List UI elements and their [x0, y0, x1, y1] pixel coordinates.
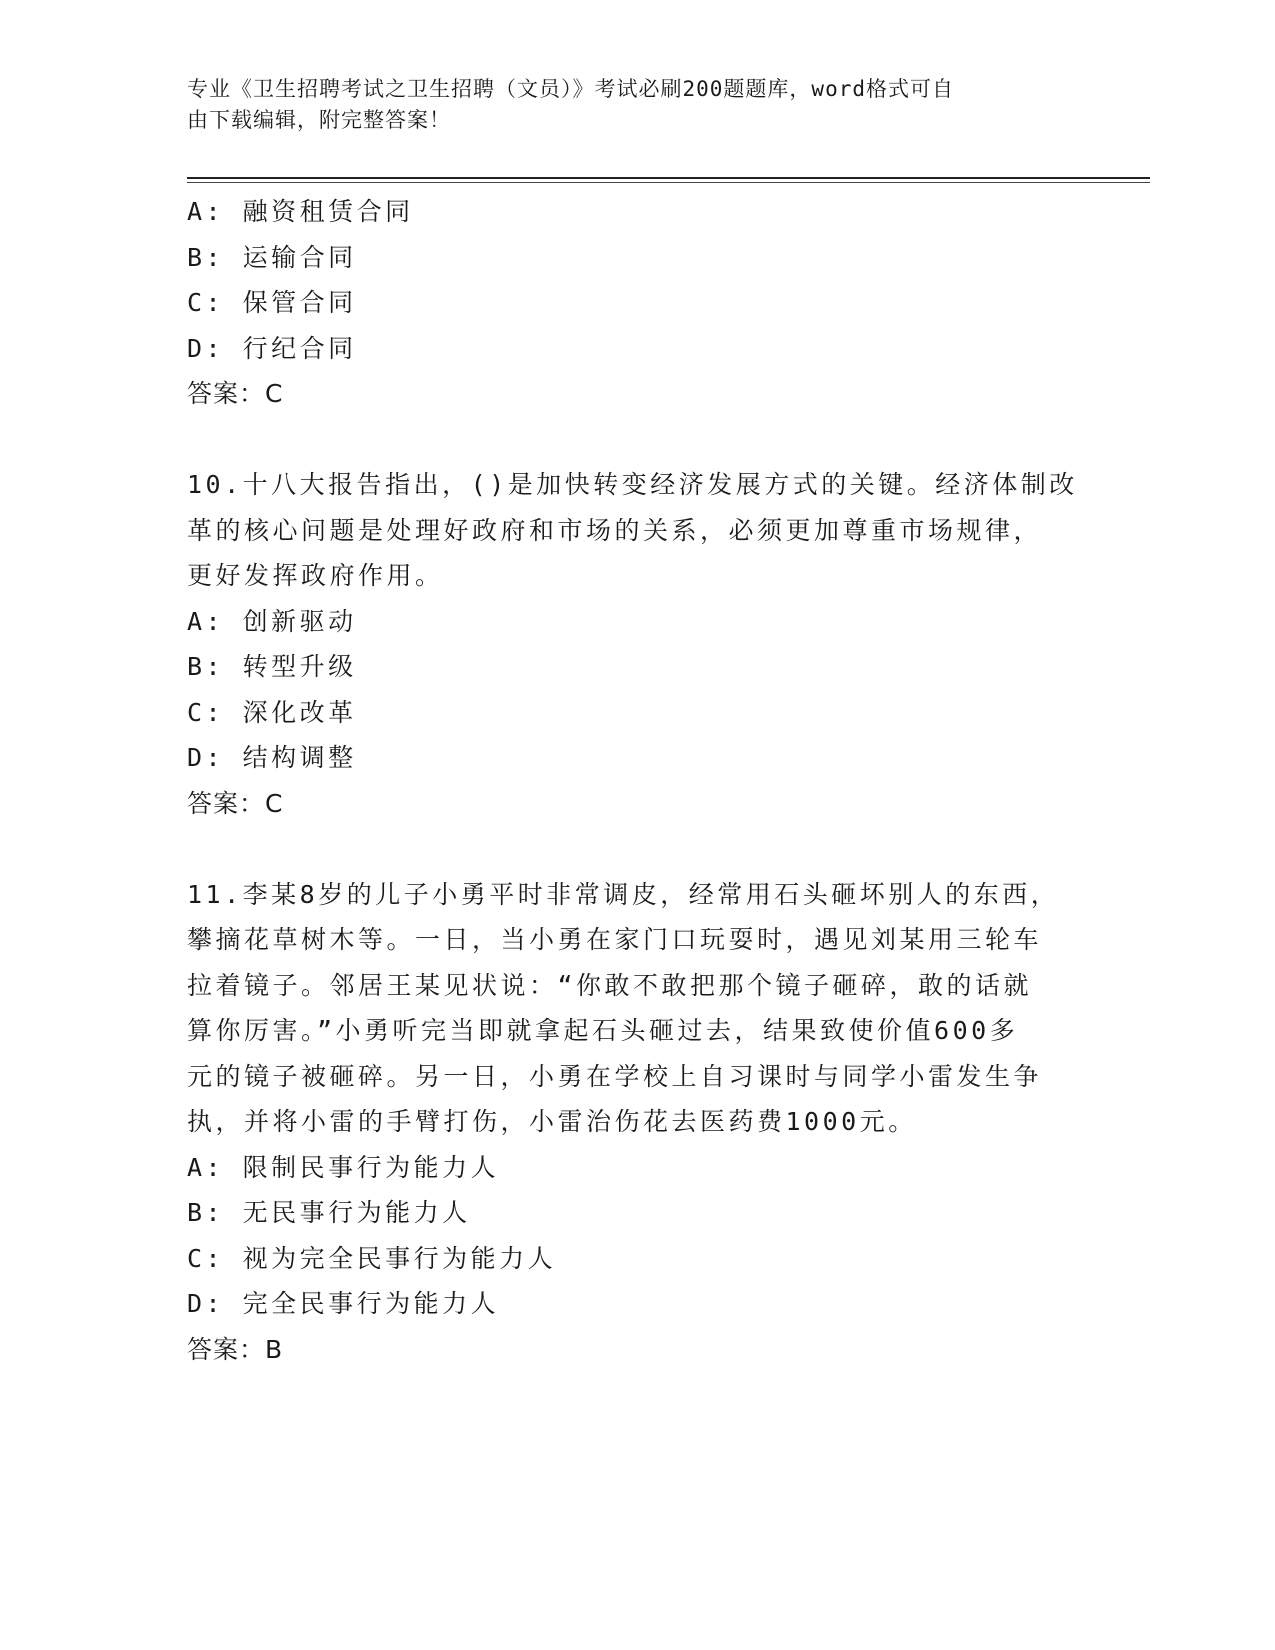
header-line-1: 专业《卫生招聘考试之卫生招聘（文员）》考试必刷200题题库，word格式可自 — [187, 77, 954, 101]
option-b: B: 无民事行为能力人 — [187, 1198, 471, 1227]
question-stem-line: 拉着镜子。邻居王某见状说：“你敢不敢把那个镜子砸碎，敢的话就 — [187, 970, 1033, 1000]
question-stem-line: 攀摘花草树木等。一日，当小勇在家门口玩耍时，遇见刘某用三轮车 — [187, 925, 1043, 954]
option-a: A: 融资租赁合同 — [187, 197, 414, 226]
option-a: A: 限制民事行为能力人 — [187, 1152, 500, 1182]
option-d: D: 结构调整 — [187, 743, 357, 772]
option-d: D: 行纪合同 — [187, 333, 357, 363]
option-c: C: 视为完全民事行为能力人 — [187, 1243, 557, 1273]
answer: 答案：C — [187, 379, 284, 408]
spacer — [187, 826, 1087, 872]
question-stem-line: 革的核心问题是处理好政府和市场的关系，必须更加尊重市场规律， — [187, 515, 1043, 545]
question-stem-line: 算你厉害。”小勇听完当即就拿起石头砸过去，结果致使价值600多 — [187, 1016, 1019, 1045]
question-10 — [187, 462, 1087, 826]
answer: 答案：B — [187, 1334, 284, 1364]
option-b: B: 转型升级 — [187, 652, 357, 681]
option-a: A: 创新驱动 — [187, 606, 357, 636]
spacer — [187, 417, 1087, 463]
option-b: B: 运输合同 — [187, 242, 357, 272]
header-line-2: 由下载编辑，附完整答案！ — [187, 108, 451, 132]
question-list — [187, 189, 1087, 1372]
answer: 答案：C — [187, 788, 284, 818]
header-divider-thick — [187, 177, 1150, 179]
question-11 — [187, 872, 1087, 1373]
question-stem-line: 执，并将小雷的手臂打伤，小雷治伤花去医药费1000元。 — [187, 1107, 917, 1136]
question-stem-line: 元的镜子被砸碎。另一日，小勇在学校上自习课时与同学小雷发生争 — [187, 1061, 1043, 1091]
option-d: D: 完全民事行为能力人 — [187, 1289, 500, 1318]
question-stem-line: 更好发挥政府作用。 — [187, 561, 444, 590]
question-stem-line: 11.李某8岁的儿子小勇平时非常调皮，经常用石头砸坏别人的东西， — [187, 879, 1060, 909]
question-9-options — [187, 189, 1087, 417]
document-header — [187, 74, 1067, 136]
option-c: C: 保管合同 — [187, 288, 357, 317]
header-divider-thin — [187, 182, 1150, 183]
option-c: C: 深化改革 — [187, 697, 357, 727]
question-stem-line: 10.十八大报告指出，()是加快转变经济发展方式的关键。经济体制改 — [187, 470, 1078, 499]
